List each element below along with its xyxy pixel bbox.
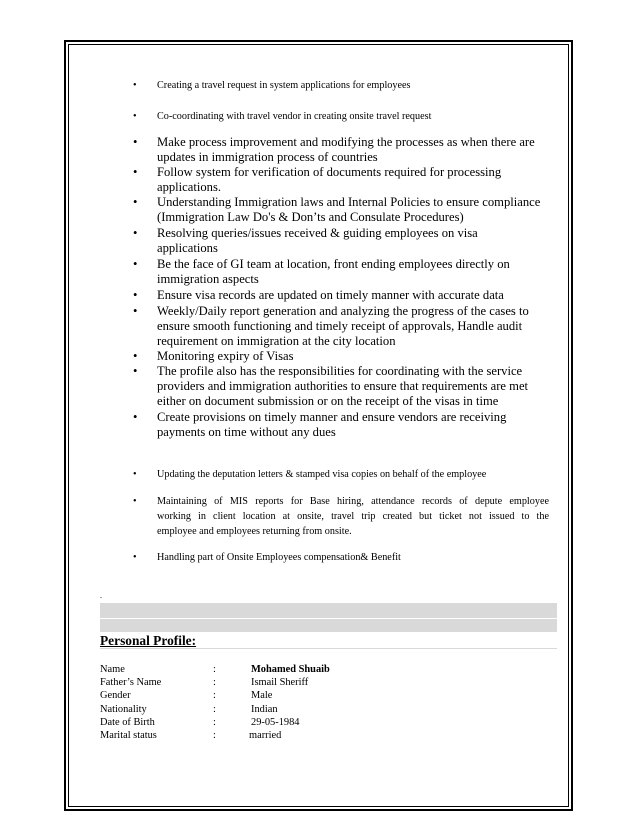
section-divider-band: [100, 603, 557, 618]
profile-row: [100, 689, 520, 702]
profile-label: Name: [100, 664, 125, 675]
profile-row: [100, 716, 520, 729]
bullet-icon: •: [133, 226, 138, 240]
profile-value: 29-05-1984: [251, 717, 300, 728]
bullet-icon: •: [133, 496, 137, 507]
list-item: • Make process improvement and modifying the processes as when there are updates in immigration process of countries: [133, 135, 535, 165]
bullet-icon: •: [133, 410, 138, 424]
bullet-icon: •: [133, 304, 138, 318]
section-underline: [100, 648, 557, 649]
profile-label: Gender: [100, 690, 131, 701]
profile-colon: :: [213, 717, 216, 728]
profile-label: Nationality: [100, 704, 147, 715]
profile-label: Date of Birth: [100, 717, 155, 728]
bullet-icon: •: [133, 165, 138, 179]
profile-value: Indian: [251, 704, 278, 715]
list-item: • The profile also has the responsibilities for coordinating with the service providers and immigration authorities to ensure that requirements are met either on document submission or on the receipt of the visas in time: [133, 364, 529, 409]
list-item: • Ensure visa records are updated on timely manner with accurate data: [133, 288, 504, 302]
profile-value: Male: [251, 690, 273, 701]
bullet-icon: •: [133, 135, 138, 149]
bullet-icon: •: [133, 469, 137, 480]
bullet-icon: •: [133, 80, 137, 91]
list-item: • Be the face of GI team at location, front ending employees directly on immigration aspects: [133, 257, 510, 287]
list-item: • Updating the deputation letters & stamped visa copies on behalf of the employee: [133, 469, 487, 480]
bullet-icon: •: [133, 111, 137, 122]
bullet-icon: •: [133, 257, 138, 271]
separator-mark: .: [100, 591, 102, 600]
list-item: • Creating a travel request in system applications for employees: [133, 80, 411, 91]
list-item: • Create provisions on timely manner and ensure vendors are receiving payments on time without any dues: [133, 410, 507, 440]
profile-colon: :: [213, 704, 216, 715]
list-item: • Weekly/Daily report generation and analyzing the progress of the cases to ensure smooth functioning and timely receipt of approvals, Handle audit requirement on immigration at the city location: [133, 304, 529, 349]
profile-colon: :: [213, 664, 216, 675]
profile-colon: :: [213, 690, 216, 701]
profile-row: [100, 729, 520, 742]
profile-value: married: [249, 730, 282, 741]
bullet-icon: •: [133, 195, 138, 209]
profile-row: [100, 676, 520, 689]
bullet-icon: •: [133, 349, 138, 363]
list-item: • Co-coordinating with travel vendor in creating onsite travel request: [133, 111, 432, 122]
profile-value: Mohamed Shuaib: [251, 664, 330, 675]
profile-value: Ismail Sheriff: [251, 677, 309, 688]
bullet-icon: •: [133, 364, 138, 378]
list-item: • Understanding Immigration laws and Internal Policies to ensure compliance (Immigration Law Do's & Don’ts and Consulate Procedures): [133, 195, 541, 225]
section-divider-band: [100, 619, 557, 632]
section-heading-personal-profile: Personal Profile:: [100, 633, 197, 648]
profile-row: [100, 703, 520, 716]
list-item: • Resolving queries/issues received & guiding employees on visa applications: [133, 226, 478, 256]
profile-label: Father’s Name: [100, 677, 162, 688]
bullet-icon: •: [133, 552, 137, 563]
bullet-icon: •: [133, 288, 138, 302]
profile-colon: :: [213, 730, 216, 741]
profile-colon: :: [213, 677, 216, 688]
profile-row: [100, 663, 520, 676]
list-item: • Monitoring expiry of Visas: [133, 349, 294, 363]
list-item: • Handling part of Onsite Employees compensation& Benefit: [133, 552, 401, 563]
profile-label: Marital status: [100, 730, 157, 741]
list-item: • Maintaining of MIS reports for Base hiring, attendance records of depute employee working in client location at onsite, travel trip created but ticket not issued to the employee and employees returning from onsite.: [133, 496, 549, 537]
list-item: • Follow system for verification of documents required for processing applications.: [133, 165, 502, 195]
